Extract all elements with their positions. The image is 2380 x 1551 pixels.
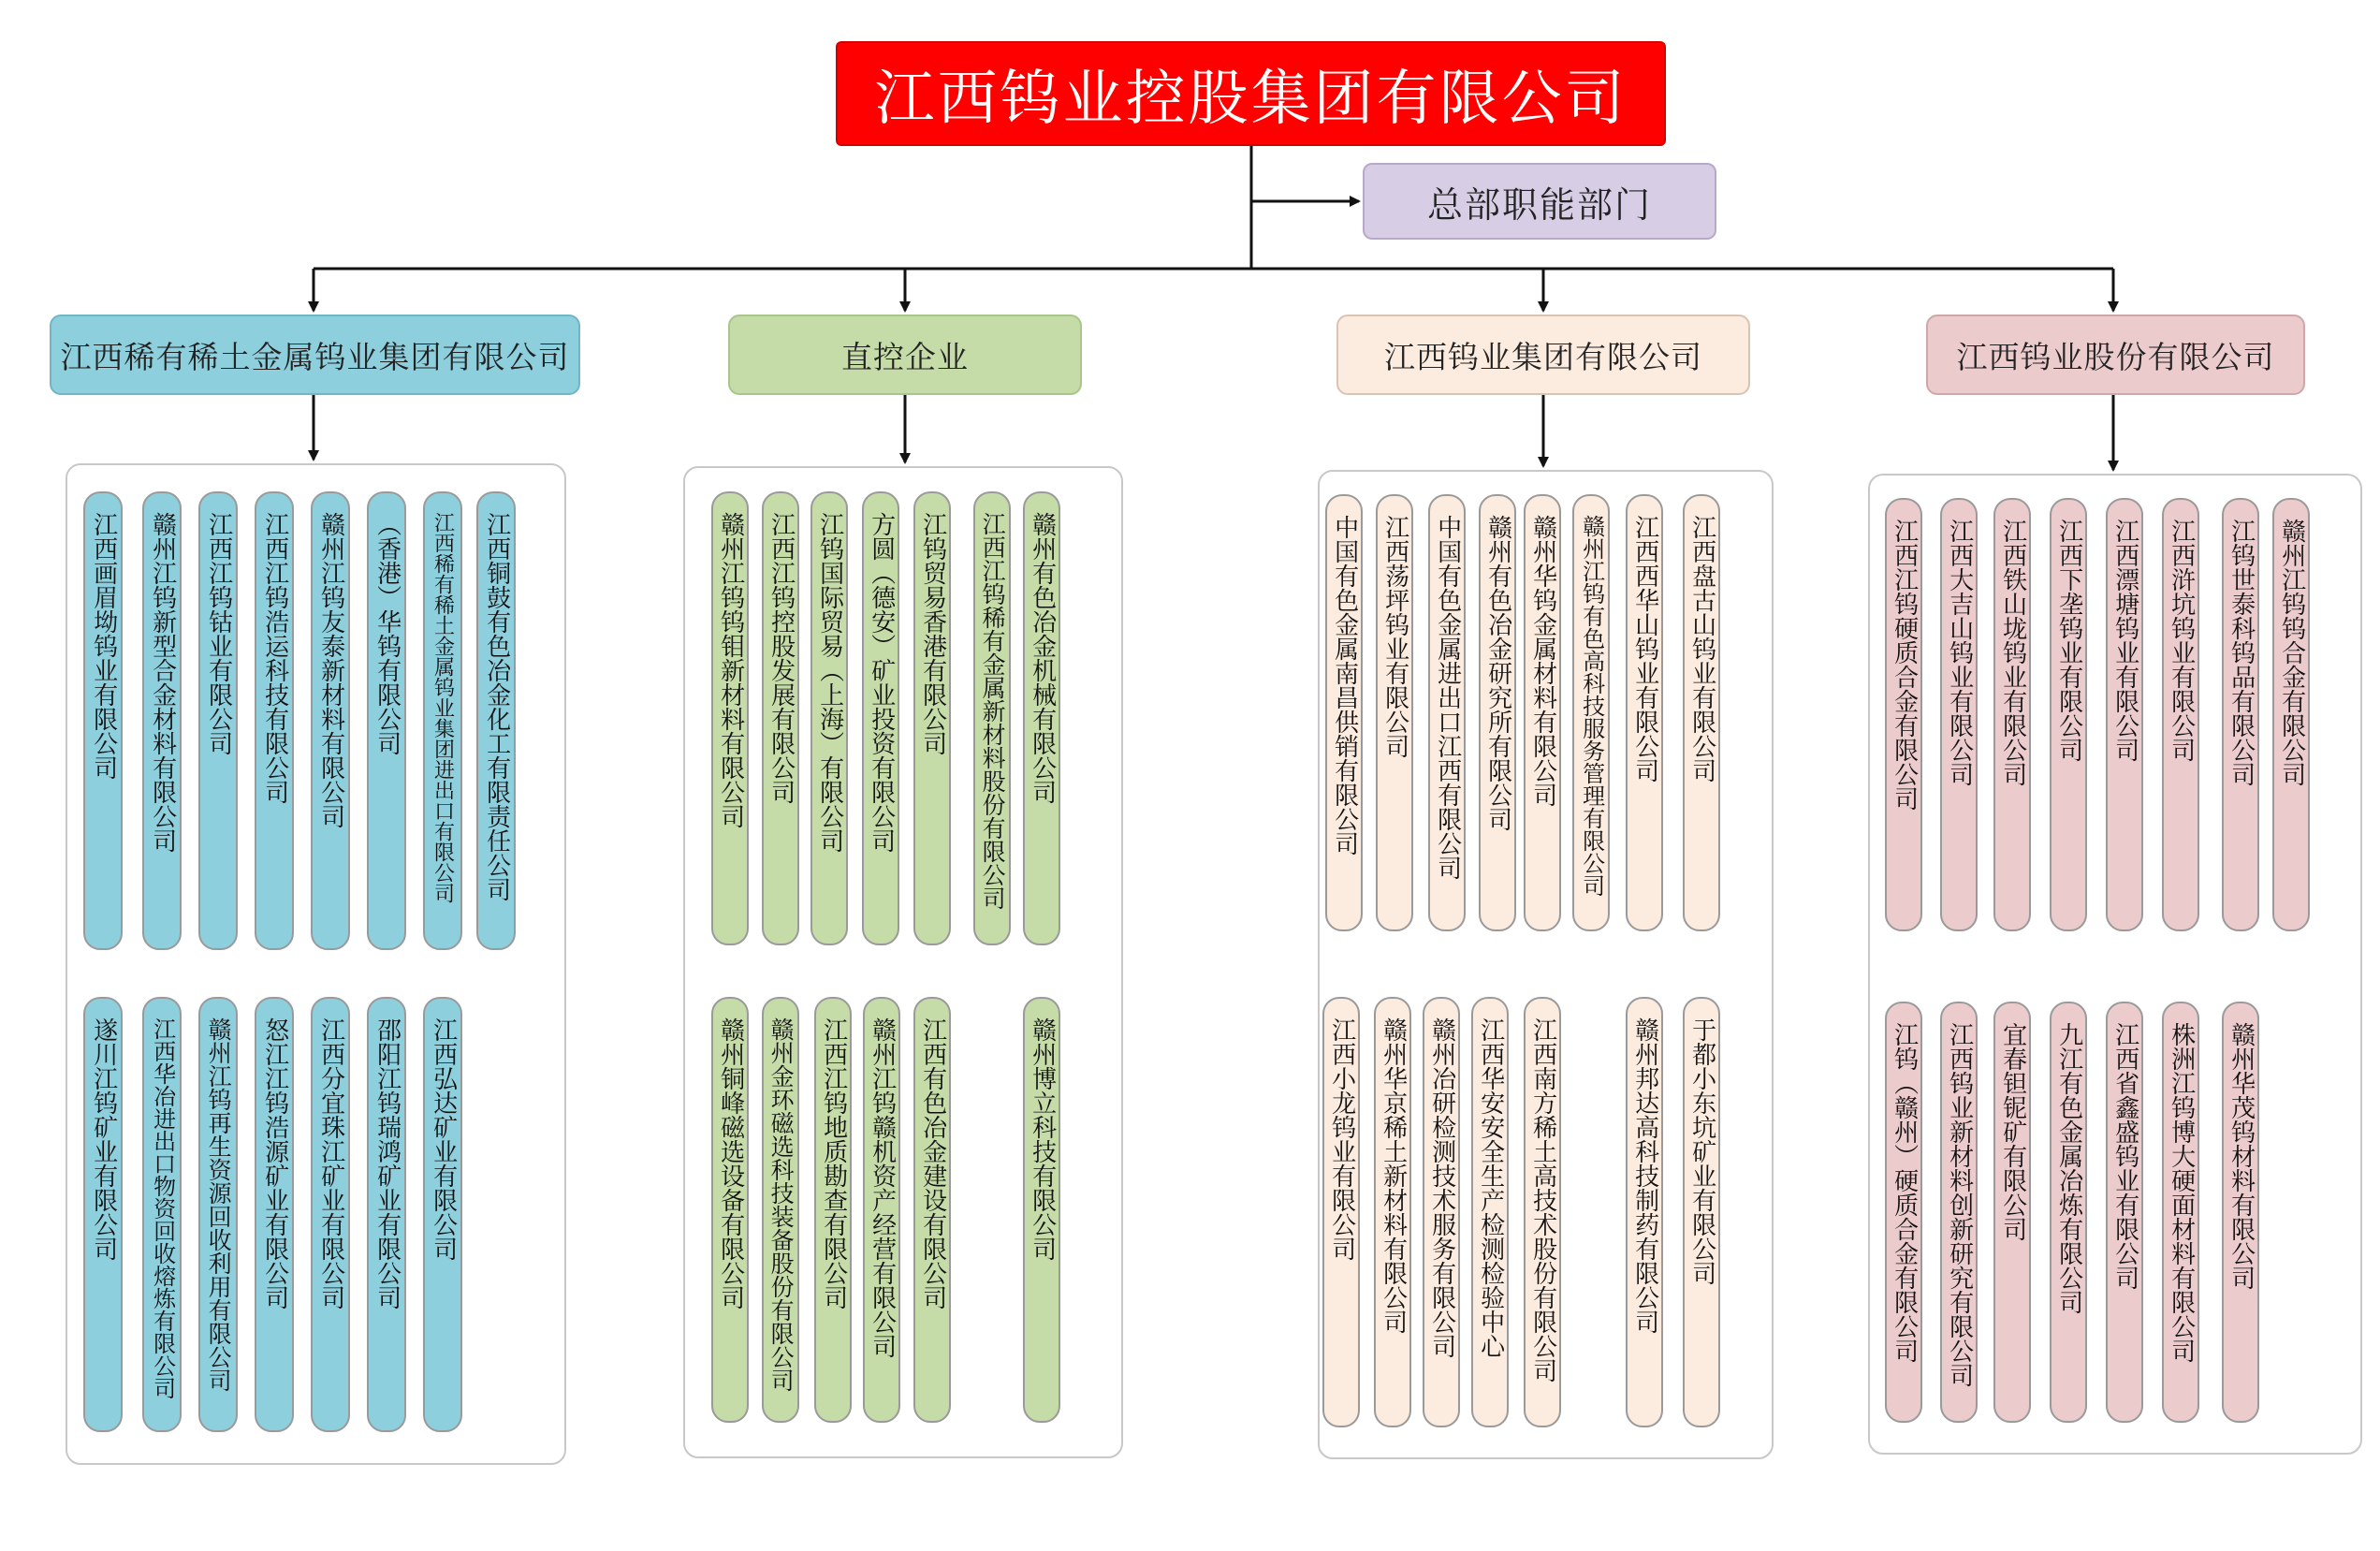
company-box-g2-top-6: 江西江钨稀有金属新材料股份有限公司: [973, 491, 1011, 945]
company-box-g4-bot-2: 江西钨业新材料创新研究有限公司: [1940, 1002, 1978, 1423]
company-box-g1-top-5: 赣州江钨友泰新材料有限公司: [311, 491, 350, 950]
company-box-g1-top-8: 江西铜鼓有色冶金化工有限责任公司: [476, 491, 516, 950]
company-box-g2-bot-4: 赣州江钨赣机资产经营有限公司: [863, 997, 900, 1423]
company-box-g2-top-1: 赣州江钨钨钼新材料有限公司: [711, 491, 749, 945]
company-box-g3-top-3: 中国有色金属进出口江西有限公司: [1428, 494, 1466, 931]
group-box-tungsten-holdings-shares: 江西钨业股份有限公司: [1926, 315, 2305, 395]
company-box-g2-bot-1: 赣州铜峰磁选设备有限公司: [711, 997, 749, 1423]
company-box-g1-top-4: 江西江钨浩运科技有限公司: [255, 491, 294, 950]
company-box-g2-top-5: 江钨贸易香港有限公司: [913, 491, 951, 945]
company-box-g3-bot-4: 江西华安安全生产检测检验中心: [1471, 997, 1509, 1427]
company-box-g3-top-7: 江西西华山钨业有限公司: [1626, 494, 1663, 931]
company-box-g4-bot-3: 宜春钽铌矿有限公司: [1993, 1002, 2031, 1423]
company-box-g3-top-4: 赣州有色冶金研究所有限公司: [1479, 494, 1516, 931]
company-box-g3-top-6: 赣州江钨有色高科技服务管理有限公司: [1572, 494, 1610, 931]
company-box-g3-top-2: 江西荡坪钨业有限公司: [1376, 494, 1413, 931]
company-box-g4-bot-7: 赣州华茂钨材料有限公司: [2222, 1002, 2259, 1423]
group-box-tungsten-group-co: 江西钨业集团有限公司: [1336, 315, 1750, 395]
company-box-g2-top-3: 江钨国际贸易（上海）有限公司: [810, 491, 848, 945]
root-company-title: 江西钨业控股集团有限公司: [836, 41, 1666, 146]
headquarters-departments-box: 总部职能部门: [1363, 163, 1716, 240]
company-box-g1-bot-7: 江西弘达矿业有限公司: [423, 997, 462, 1432]
company-box-g4-bot-6: 株洲江钨博大硬面材料有限公司: [2162, 1002, 2199, 1423]
company-box-g2-bot-6: 赣州博立科技有限公司: [1023, 997, 1060, 1423]
company-box-g1-bot-2: 江西华冶进出口物资回收熔炼有限公司: [142, 997, 182, 1432]
company-box-g1-top-6: （香港）华钨有限公司: [367, 491, 406, 950]
company-box-g2-bot-5: 江西有色冶金建设有限公司: [913, 997, 951, 1423]
company-box-g4-top-7: 江钨世泰科钨品有限公司: [2222, 498, 2259, 931]
company-box-g3-bot-1: 江西小龙钨业有限公司: [1322, 997, 1360, 1427]
company-box-g1-top-3: 江西江钨钴业有限公司: [198, 491, 238, 950]
company-box-g3-top-8: 江西盘古山钨业有限公司: [1683, 494, 1720, 931]
company-box-g2-bot-2: 赣州金环磁选科技装备股份有限公司: [762, 997, 799, 1423]
company-box-g1-bot-1: 遂川江钨矿业有限公司: [83, 997, 123, 1432]
company-box-g4-top-3: 江西铁山垅钨业有限公司: [1993, 498, 2031, 931]
company-box-g1-bot-5: 江西分宜珠江矿业有限公司: [311, 997, 350, 1432]
group-box-directly-controlled: 直控企业: [728, 315, 1082, 395]
company-box-g3-bot-3: 赣州冶研检测技术服务有限公司: [1423, 997, 1460, 1427]
company-box-g4-bot-4: 九江有色金属冶炼有限公司: [2050, 1002, 2087, 1423]
company-box-g2-bot-3: 江西江钨地质勘查有限公司: [814, 997, 852, 1423]
company-box-g1-top-1: 江西画眉坳钨业有限公司: [83, 491, 123, 950]
company-box-g1-bot-6: 邵阳江钨瑞鸿矿业有限公司: [367, 997, 406, 1432]
company-box-g4-bot-1: 江钨（赣州）硬质合金有限公司: [1885, 1002, 1922, 1423]
company-box-g1-bot-3: 赣州江钨再生资源回收利用有限公司: [198, 997, 238, 1432]
company-box-g4-bot-5: 江西省鑫盛钨业有限公司: [2106, 1002, 2143, 1423]
company-box-g3-bot-7: 于都小东坑矿业有限公司: [1683, 997, 1720, 1427]
company-box-g1-top-2: 赣州江钨新型合金材料有限公司: [142, 491, 182, 950]
company-box-g2-top-2: 江西江钨控股发展有限公司: [762, 491, 799, 945]
company-box-g3-bot-6: 赣州邦达高科技制药有限公司: [1626, 997, 1663, 1427]
company-box-g2-top-7: 赣州有色冶金机械有限公司: [1023, 491, 1060, 945]
company-box-g3-bot-2: 赣州华京稀土新材料有限公司: [1374, 997, 1411, 1427]
company-box-g3-bot-5: 江西南方稀土高技术股份有限公司: [1524, 997, 1561, 1427]
company-box-g4-top-1: 江西江钨硬质合金有限公司: [1885, 498, 1922, 931]
company-box-g2-top-4: 方圆（德安）矿业投资有限公司: [862, 491, 899, 945]
company-box-g4-top-2: 江西大吉山钨业有限公司: [1940, 498, 1978, 931]
company-box-g3-top-1: 中国有色金属南昌供销有限公司: [1325, 494, 1363, 931]
company-box-g4-top-4: 江西下垄钨业有限公司: [2050, 498, 2087, 931]
company-box-g4-top-6: 江西浒坑钨业有限公司: [2162, 498, 2199, 931]
company-box-g4-top-5: 江西漂塘钨业有限公司: [2106, 498, 2143, 931]
company-box-g4-top-8: 赣州江钨钨合金有限公司: [2272, 498, 2310, 931]
company-box-g3-top-5: 赣州华钨金属材料有限公司: [1524, 494, 1561, 931]
company-box-g1-bot-4: 怒江江钨浩源矿业有限公司: [255, 997, 294, 1432]
company-box-g1-top-7: 江西稀有稀土金属钨业集团进出口有限公司: [423, 491, 462, 950]
group-box-rare-metals-tungsten-group: 江西稀有稀土金属钨业集团有限公司: [50, 315, 580, 395]
